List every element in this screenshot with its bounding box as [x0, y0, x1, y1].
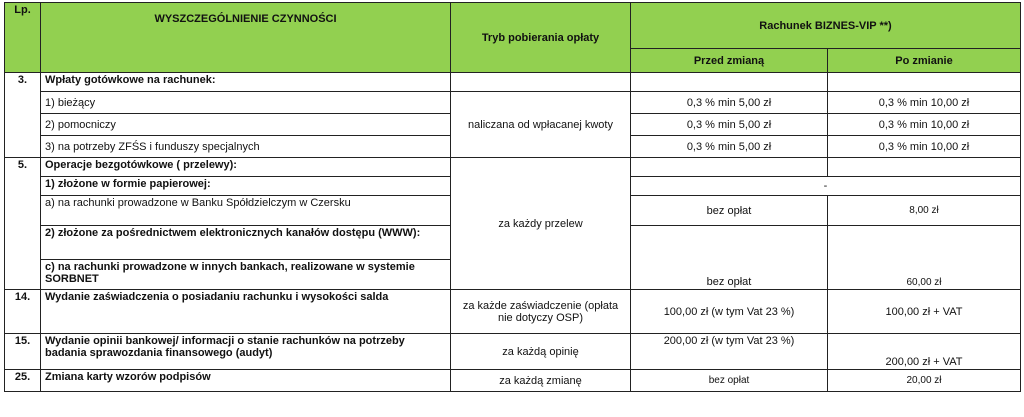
sec14-fee-mode: za każde zaświadczenie (opłata nie dotyczy OSP) — [451, 290, 631, 334]
sec14-before: 100,00 zł (w tym Vat 23 %) — [631, 290, 828, 334]
header-account: Rachunek BIZNES-VIP **) — [631, 3, 1021, 49]
sec5-item-paper: 1) złożone w formie papierowej: — [41, 177, 451, 196]
fee-table — [4, 2, 1021, 392]
sec14-title: Wydanie zaświadczenia o posiadaniu rachunku i wysokości salda — [41, 290, 451, 334]
sec5-item-paper-local-before: bez opłat — [631, 196, 828, 226]
sec3-item-auxiliary-after: 0,3 % min 10,00 zł — [828, 114, 1021, 136]
sec3-title: Wpłaty gotówkowe na rachunek: — [41, 73, 451, 92]
sec5-item-paper-local: a) na rachunki prowadzone w Banku Spółdzielczym w Czersku — [41, 196, 451, 226]
sec15-fee-mode: za każdą opinię — [451, 334, 631, 370]
sec5-item-sorbnet-before: bez opłat — [631, 226, 828, 290]
sec25-lp: 25. — [5, 370, 41, 392]
sec5-fee-mode: za każdy przelew — [451, 158, 631, 290]
sec3-item-auxiliary: 2) pomocniczy — [41, 114, 451, 136]
sec5-lp: 5. — [5, 158, 41, 290]
sec15-lp: 15. — [5, 334, 41, 370]
sec3-item-current: 1) bieżący — [41, 92, 451, 114]
header-before-change: Przed zmianą — [631, 49, 828, 73]
sec5-title: Operacje bezgotówkowe ( przelewy): — [41, 158, 451, 177]
header-description: WYSZCZEGÓLNIENIE CZYNNOŚCI — [41, 3, 451, 73]
sec3-item-current-before: 0,3 % min 5,00 zł — [631, 92, 828, 114]
sec25-before: bez opłat — [631, 370, 828, 392]
sec5-item-paper-local-after: 8,00 zł — [828, 196, 1021, 226]
sec3-item-zfss: 3) na potrzeby ZFŚS i funduszy specjalnych — [41, 136, 451, 158]
sec25-after: 20,00 zł — [828, 370, 1021, 392]
sec14-after: 100,00 zł + VAT — [828, 290, 1021, 334]
sec3-item-zfss-after: 0,3 % min 10,00 zł — [828, 136, 1021, 158]
sec5-item-paper-value: - — [631, 177, 1021, 196]
sec3-item-zfss-before: 0,3 % min 5,00 zł — [631, 136, 828, 158]
sec25-title: Zmiana karty wzorów podpisów — [41, 370, 451, 392]
header-lp: Lp. — [5, 3, 41, 73]
sec3-item-auxiliary-before: 0,3 % min 5,00 zł — [631, 114, 828, 136]
sec15-before: 200,00 zł (w tym Vat 23 %) — [631, 334, 828, 370]
header-fee-mode: Tryb pobierania opłaty — [451, 3, 631, 73]
sec3-fee-mode: naliczana od wpłacanej kwoty — [451, 92, 631, 158]
sec5-item-sorbnet-after: 60,00 zł — [828, 226, 1021, 290]
sec3-item-current-after: 0,3 % min 10,00 zł — [828, 92, 1021, 114]
header-after-change: Po zmianie — [828, 49, 1021, 73]
sec15-after: 200,00 zł + VAT — [828, 334, 1021, 370]
sec25-fee-mode: za każdą zmianę — [451, 370, 631, 392]
sec5-item-sorbnet: c) na rachunki prowadzone w innych bankach, realizowane w systemie SORBNET — [41, 260, 451, 290]
sec15-title: Wydanie opinii bankowej/ informacji o stanie rachunków na potrzeby badania sprawozdania finansowego (audyt) — [41, 334, 451, 370]
sec14-lp: 14. — [5, 290, 41, 334]
sec3-lp: 3. — [5, 73, 41, 158]
sec5-item-electronic: 2) złożone za pośrednictwem elektronicznych kanałów dostępu (WWW): — [41, 226, 451, 260]
